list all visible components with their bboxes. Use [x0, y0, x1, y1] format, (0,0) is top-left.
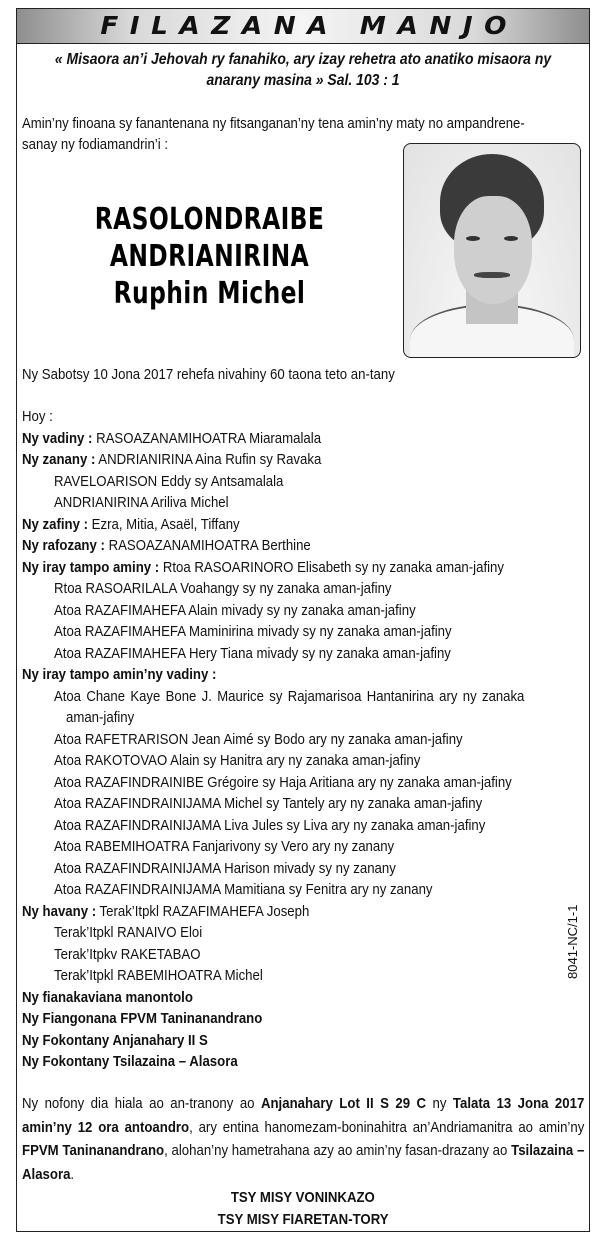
deceased-given-names: Ruphin Michel — [113, 276, 306, 311]
iray-tampo-aminy-label: Ny iray tampo aminy : — [22, 559, 160, 576]
list-item: RAVELOARISON Eddy sy Antsamalala — [54, 473, 284, 490]
verse-line-1: « Misaora an’i Jehovah ry fanahiko, ary izay rehetra ato anatiko misaora ny — [54, 51, 552, 68]
burial-place: Tsilazaina – Alasora — [22, 1142, 585, 1183]
list-item: Atoa RAZAFINDRAINIJAMA Harison mivady sy ny zanany — [54, 860, 396, 877]
list-item: aman-jafiny — [66, 709, 135, 726]
zafiny-row: Ny zafiny : Ezra, Mitia, Asaël, Tiffany — [22, 516, 240, 533]
reference-code: 8041-NC/1-1 — [565, 904, 580, 979]
closing-note-2: TSY MISY FIARETAN-TORY — [217, 1211, 389, 1228]
verse-line-2: anarany masina » Sal. 103 : 1 — [206, 72, 400, 89]
list-item: Atoa RAZAFIMAHEFA Maminirina mivady sy ny zanaka aman-jafiny — [54, 623, 452, 640]
intro-line-1: Amin’ny finoana sy fanantenana ny fitsanganan’ny tena amin’ny maty no ampandrene- — [22, 115, 525, 132]
zafiny-label: Ny zafiny : — [22, 516, 89, 533]
vadiny-row: Ny vadiny : RASOAZANAMIHOATRA Miaramalala — [22, 430, 322, 447]
other-mourner: Ny Fokontany Tsilazaina – Alasora — [22, 1053, 238, 1070]
notice-header — [17, 9, 589, 44]
list-item: Atoa RAKOTOVAO Alain sy Hanitra ary ny zanaka aman-jafiny — [54, 752, 421, 769]
list-item: Atoa RAFETRARISON Jean Aimé sy Bodo ary ny zanaka aman-jafiny — [54, 731, 463, 748]
deceased-surname-2: ANDRIANIRINA — [109, 239, 310, 274]
list-item: Atoa RAZAFIMAHEFA Alain mivady sy ny zanaka aman-jafiny — [54, 602, 416, 619]
header-title: FILAZANA MANJO — [99, 11, 518, 40]
list-item: Atoa RAZAFIMAHEFA Hery Tiana mivady sy ny zanaka aman-jafiny — [54, 645, 451, 662]
zanany-label: Ny zanany : — [22, 451, 96, 468]
list-item: Atoa RAZAFINDRAINIJAMA Liva Jules sy Liva ary ny zanaka aman-jafiny — [54, 817, 486, 834]
funeral-church: FPVM Taninanandrano — [22, 1142, 165, 1159]
deceased-surname-1: RASOLONDRAIBE — [94, 202, 325, 237]
list-item: Atoa RABEMIHOATRA Fanjarivony sy Vero ary ny zanany — [54, 838, 395, 855]
death-notice: Ny Sabotsy 10 Jona 2017 rehefa nivahiny 60 taona teto an-tany — [22, 366, 395, 383]
iray-tampo-vadiny-label: Ny iray tampo amin’ny vadiny : — [22, 666, 217, 683]
bible-verse — [23, 49, 583, 91]
havany-row: Ny havany : Terak’Itpkl RAZAFIMAHEFA Joseph — [22, 903, 310, 920]
intro-line-2: sanay ny fodiamandrin’i : — [22, 136, 169, 153]
other-mourner: Ny Fiangonana FPVM Taninanandrano — [22, 1010, 263, 1027]
closing-note-1: TSY MISY VONINKAZO — [230, 1189, 375, 1206]
list-item: Terak’Itpkv RAKETABAO — [54, 946, 201, 963]
list-item: Atoa RAZAFINDRAINIJAMA Mamitiana sy Fenitra ary ny zanany — [54, 881, 433, 898]
other-mourner: Ny Fokontany Anjanahary II S — [22, 1032, 208, 1049]
deceased-name — [17, 201, 402, 312]
rafozany-label: Ny rafozany : — [22, 537, 105, 554]
list-item: ANDRIANIRINA Ariliva Michel — [54, 494, 229, 511]
iray-tampo-aminy-row: Ny iray tampo aminy : Rtoa RASOARINORO Elisabeth sy ny zanaka aman-jafiny — [22, 559, 504, 576]
list-item: Terak’Itpkl RABEMIHOATRA Michel — [54, 967, 263, 984]
rafozany-row: Ny rafozany : RASOAZANAMIHOATRA Berthine — [22, 537, 311, 554]
vadiny-label: Ny vadiny : — [22, 430, 93, 447]
iray-tampo-vadiny-row — [22, 664, 243, 686]
havany-label: Ny havany : — [22, 903, 97, 920]
funeral-details: Ny nofony dia hiala ao an-tranony ao Anjanahary Lot II S 29 C ny Talata 13 Jona 2017 amin’ny 12 ora antoandro, ary entina hanomezam-boninahitra an’Andriamanitra ao amin’ny FPVM Taninanandrano, alohan’ny hametrahana azy ao amin’ny fasan-drazany ao Tsilazaina – Alasora. — [22, 1095, 585, 1183]
list-item: Rtoa RASOARILALA Voahangy sy ny zanaka aman-jafiny — [54, 580, 392, 597]
other-mourner: Ny fianakaviana manontolo — [22, 989, 193, 1006]
list-item: Atoa Chane Kaye Bone J. Maurice sy Rajamarisoa Hantanirina ary ny zanaka — [54, 688, 525, 705]
list-item: Terak’Itpkl RANAIVO Eloi — [54, 924, 203, 941]
zanany-row: Ny zanany : ANDRIANIRINA Aina Rufin sy Ravaka — [22, 451, 322, 468]
list-item: Atoa RAZAFINDRAINIJAMA Michel sy Tantely ary ny zanaka aman-jafiny — [54, 795, 483, 812]
funeral-address: Anjanahary Lot II S 29 C — [260, 1095, 427, 1112]
funeral-date-time: Talata 13 Jona 2017 amin’ny 12 ora antoandro — [22, 1095, 585, 1136]
obituary-notice — [16, 8, 590, 1232]
list-item: Atoa RAZAFINDRAINIBE Grégoire sy Haja Aritiana ary ny zanaka aman-jafiny — [54, 774, 512, 791]
deceased-photo — [403, 143, 581, 358]
hoy-label: Hoy : — [22, 408, 53, 425]
